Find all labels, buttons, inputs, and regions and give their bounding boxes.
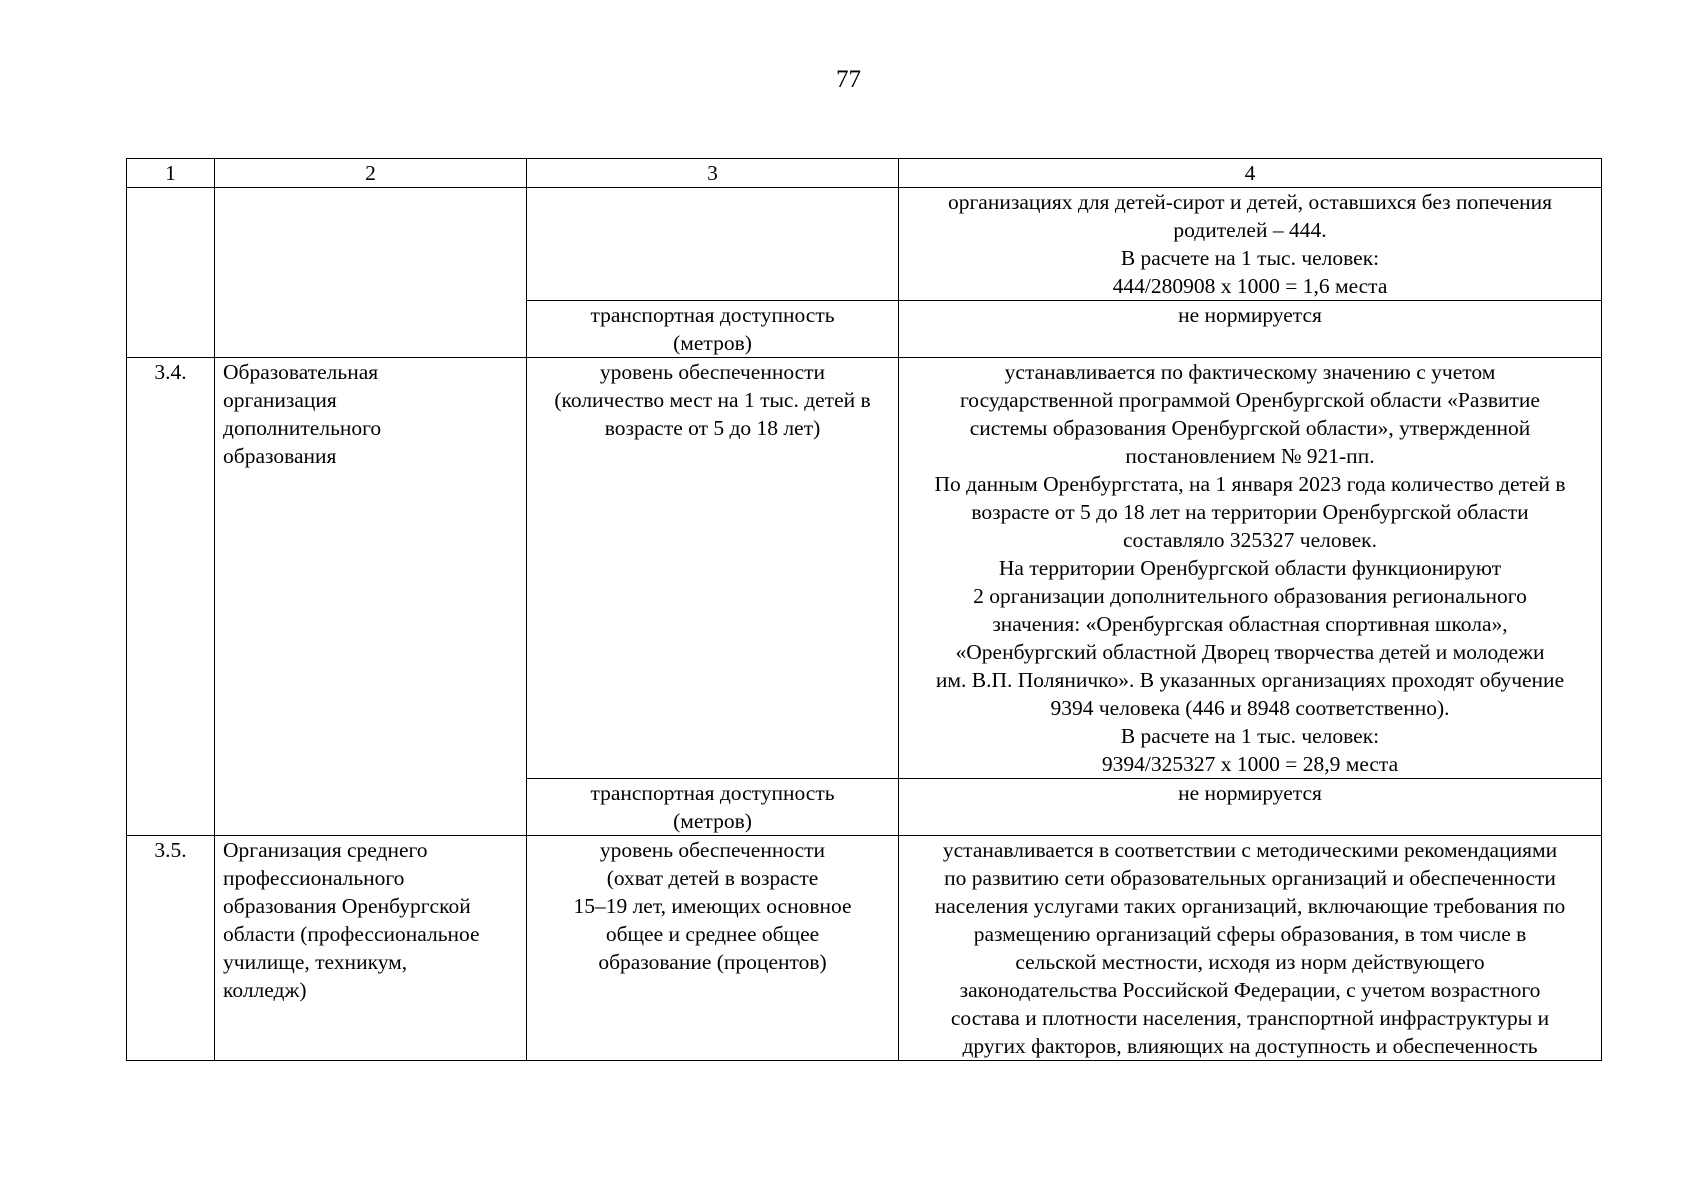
column-number-2: 2 <box>215 159 527 188</box>
cell-transport-label: транспортная доступность (метров) <box>527 301 899 358</box>
table-row <box>127 188 1602 301</box>
table-row <box>127 836 1602 1061</box>
cell-row-number: 3.5. <box>127 836 215 1061</box>
cell-value: устанавливается в соответствии с методическими рекомендациями по развитию сети образовательных организаций и обеспеченности населения услугами таких организаций, включающие требования по размещению организаций сферы образования, в том числе в сельской местности, исходя из норм действующего законодательства Российской Федерации, с учетом возрастного состава и плотности населения, транспортной инфраструктуры и других факторов, влияющих на доступность и обеспеченность <box>899 836 1602 1061</box>
page-number: 77 <box>836 66 861 93</box>
normatives-table <box>126 158 1602 1061</box>
cell-empty-name <box>215 188 527 358</box>
cell-empty-number <box>127 188 215 358</box>
cell-empty-indicator <box>527 188 899 301</box>
table-row <box>127 358 1602 779</box>
cell-indicator: уровень обеспеченности (охват детей в возрасте 15–19 лет, имеющих основное общее и среднее общее образование (процентов) <box>527 836 899 1061</box>
table-header-row <box>127 159 1602 188</box>
cell-continuation-value: организациях для детей-сирот и детей, оставшихся без попечения родителей – 444. В расчете на 1 тыс. человек: 444/280908 х 1000 = 1,6 места <box>899 188 1602 301</box>
cell-value: устанавливается по фактическому значению с учетом государственной программой Оренбургской области «Развитие системы образования Оренбургской области», утвержденной постановлением № 921-пп. По данным Оренбургстата, на 1 января 2023 года количество детей в возрасте от 5 до 18 лет на территории Оренбургской области составляло 325327 человек. На территории Оренбургской области функционируют 2 организации дополнительного образования регионального значения: «Оренбургская областная спортивная школа», «Оренбургский областной Дворец творчества детей и молодежи им. В.П. Поляничко». В указанных организациях проходят обучение 9394 человека (446 и 8948 соответственно). В расчете на 1 тыс. человек: 9394/325327 х 1000 = 28,9 места <box>899 358 1602 779</box>
cell-organization-name: Образовательная организация дополнительного образования <box>215 358 527 836</box>
cell-indicator: уровень обеспеченности (количество мест на 1 тыс. детей в возрасте от 5 до 18 лет) <box>527 358 899 779</box>
column-number-1: 1 <box>127 159 215 188</box>
column-number-3: 3 <box>527 159 899 188</box>
cell-organization-name: Организация среднего профессионального образования Оренбургской области (профессиональное училище, техникум, колледж) <box>215 836 527 1061</box>
cell-transport-label: транспортная доступность (метров) <box>527 779 899 836</box>
cell-transport-value: не нормируется <box>899 779 1602 836</box>
cell-transport-value: не нормируется <box>899 301 1602 358</box>
column-number-4: 4 <box>899 159 1602 188</box>
cell-row-number: 3.4. <box>127 358 215 836</box>
